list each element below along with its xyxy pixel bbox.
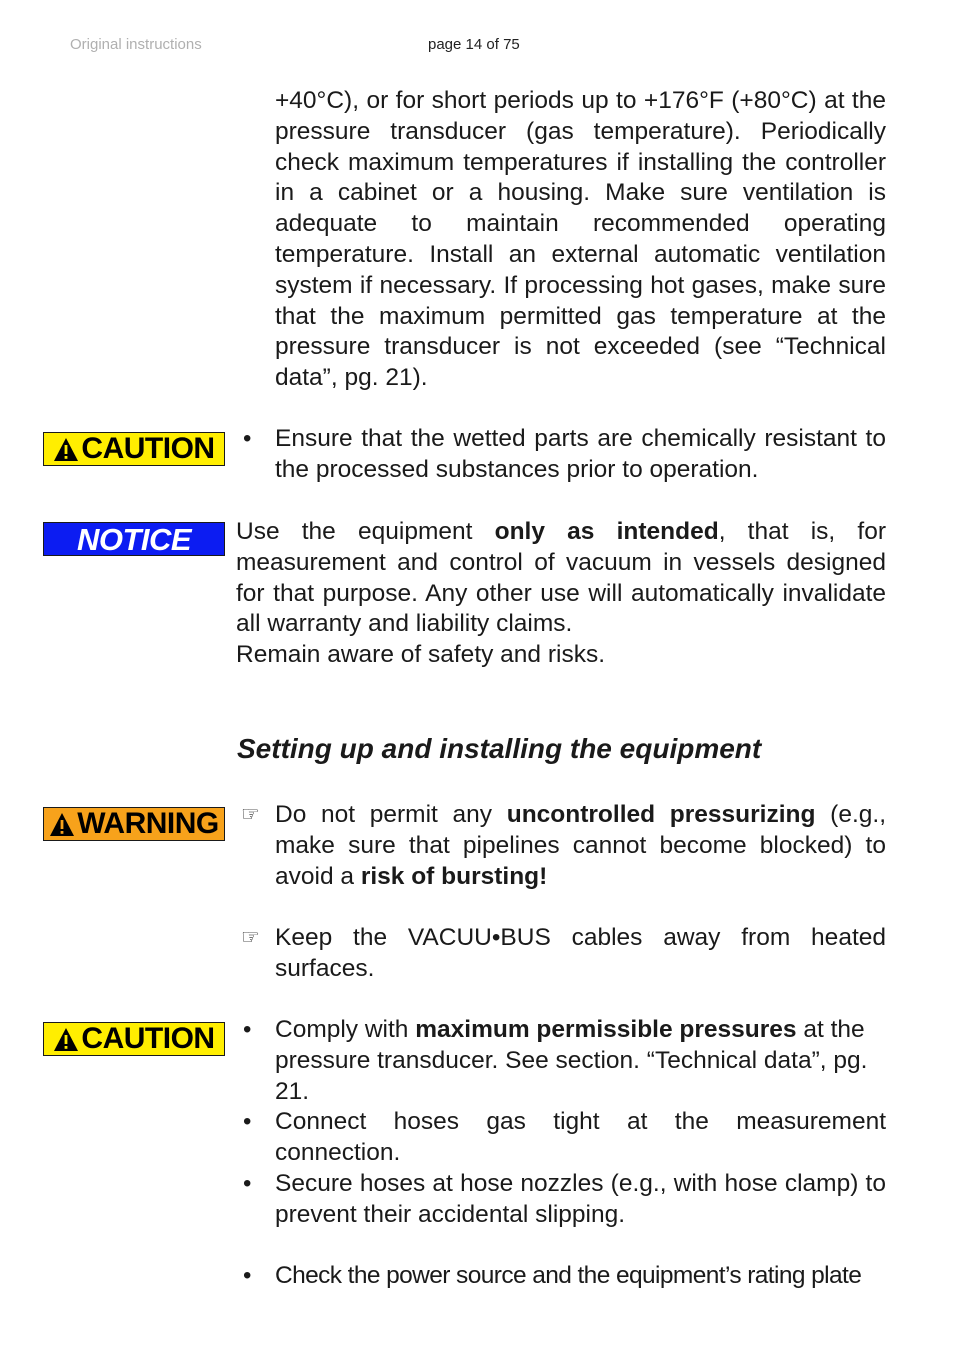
caution-item-hose-clamp: Secure hoses at hose nozzles (e.g., with hose clamp) to prevent their accidental slipping. (275, 1170, 886, 1228)
warning-item-pressurizing: Do not permit any uncontrolled pressurizing (e.g., make sure that pipelines cannot become blocked) to avoid a risk of bursting! (275, 801, 886, 890)
notice-badge (43, 522, 225, 556)
warning-item-cables: Keep the VACUU•BUS cables away from heated surfaces. (275, 924, 886, 982)
caution-badge-1 (43, 432, 225, 466)
pointing-hand-icon: ☞ (241, 926, 260, 949)
section-heading: Setting up and installing the equipment (237, 733, 762, 764)
caution-label: CAUTION (81, 1022, 215, 1055)
warning-label: WARNING (77, 807, 219, 840)
bullet-marker: • (243, 1170, 252, 1197)
paragraph-temperature: +40°C), or for short periods up to +176°F (+80°C) at the pressure transducer (gas temperature). Periodically check maximum temperatures if installing the controller in a cabinet or a housing. Make sure ventilation is adequate to maintain recommended operating temperature. Install an external automatic ventilation system if necessary. If processing hot gases, make sure that the maximum permitted gas temperature at the pressure transducer is not exceeded (see “Technical data”, pg. 21). (275, 87, 886, 392)
warning-triangle-icon (53, 437, 79, 462)
caution-item-power-source: Check the power source and the equipment’s rating plate (275, 1262, 862, 1289)
notice-paragraph: Use the equipment only as intended, that is, for measurement and control of vacuum in vessels designed for that purpose. Any other use will automatically invalidate all warranty and liability claims. (236, 518, 887, 638)
caution-item-pressures: Comply with maximum permissible pressures at the pressure transducer. See section. “Technical data”, pg. 21. (275, 1016, 868, 1105)
bullet-marker: • (243, 1108, 252, 1135)
caution-item-hoses-tight: Connect hoses gas tight at the measurement connection. (275, 1108, 886, 1166)
warning-triangle-icon (49, 812, 75, 837)
page-header-left: Original instructions (70, 36, 202, 53)
page-number: page 14 of 75 (428, 36, 520, 53)
bullet-marker: • (243, 1262, 252, 1289)
bullet-marker: • (243, 425, 252, 452)
caution-label: CAUTION (81, 432, 215, 465)
notice-paragraph-line2: Remain aware of safety and risks. (236, 641, 606, 668)
bullet-marker: • (243, 1016, 252, 1043)
notice-label: NOTICE (76, 521, 192, 557)
warning-triangle-icon (53, 1027, 79, 1052)
caution-badge-2 (43, 1022, 225, 1056)
warning-badge (43, 807, 225, 841)
pointing-hand-icon: ☞ (241, 803, 260, 826)
caution-text-chemical: Ensure that the wetted parts are chemically resistant to the processed substances prior to operation. (275, 425, 886, 483)
